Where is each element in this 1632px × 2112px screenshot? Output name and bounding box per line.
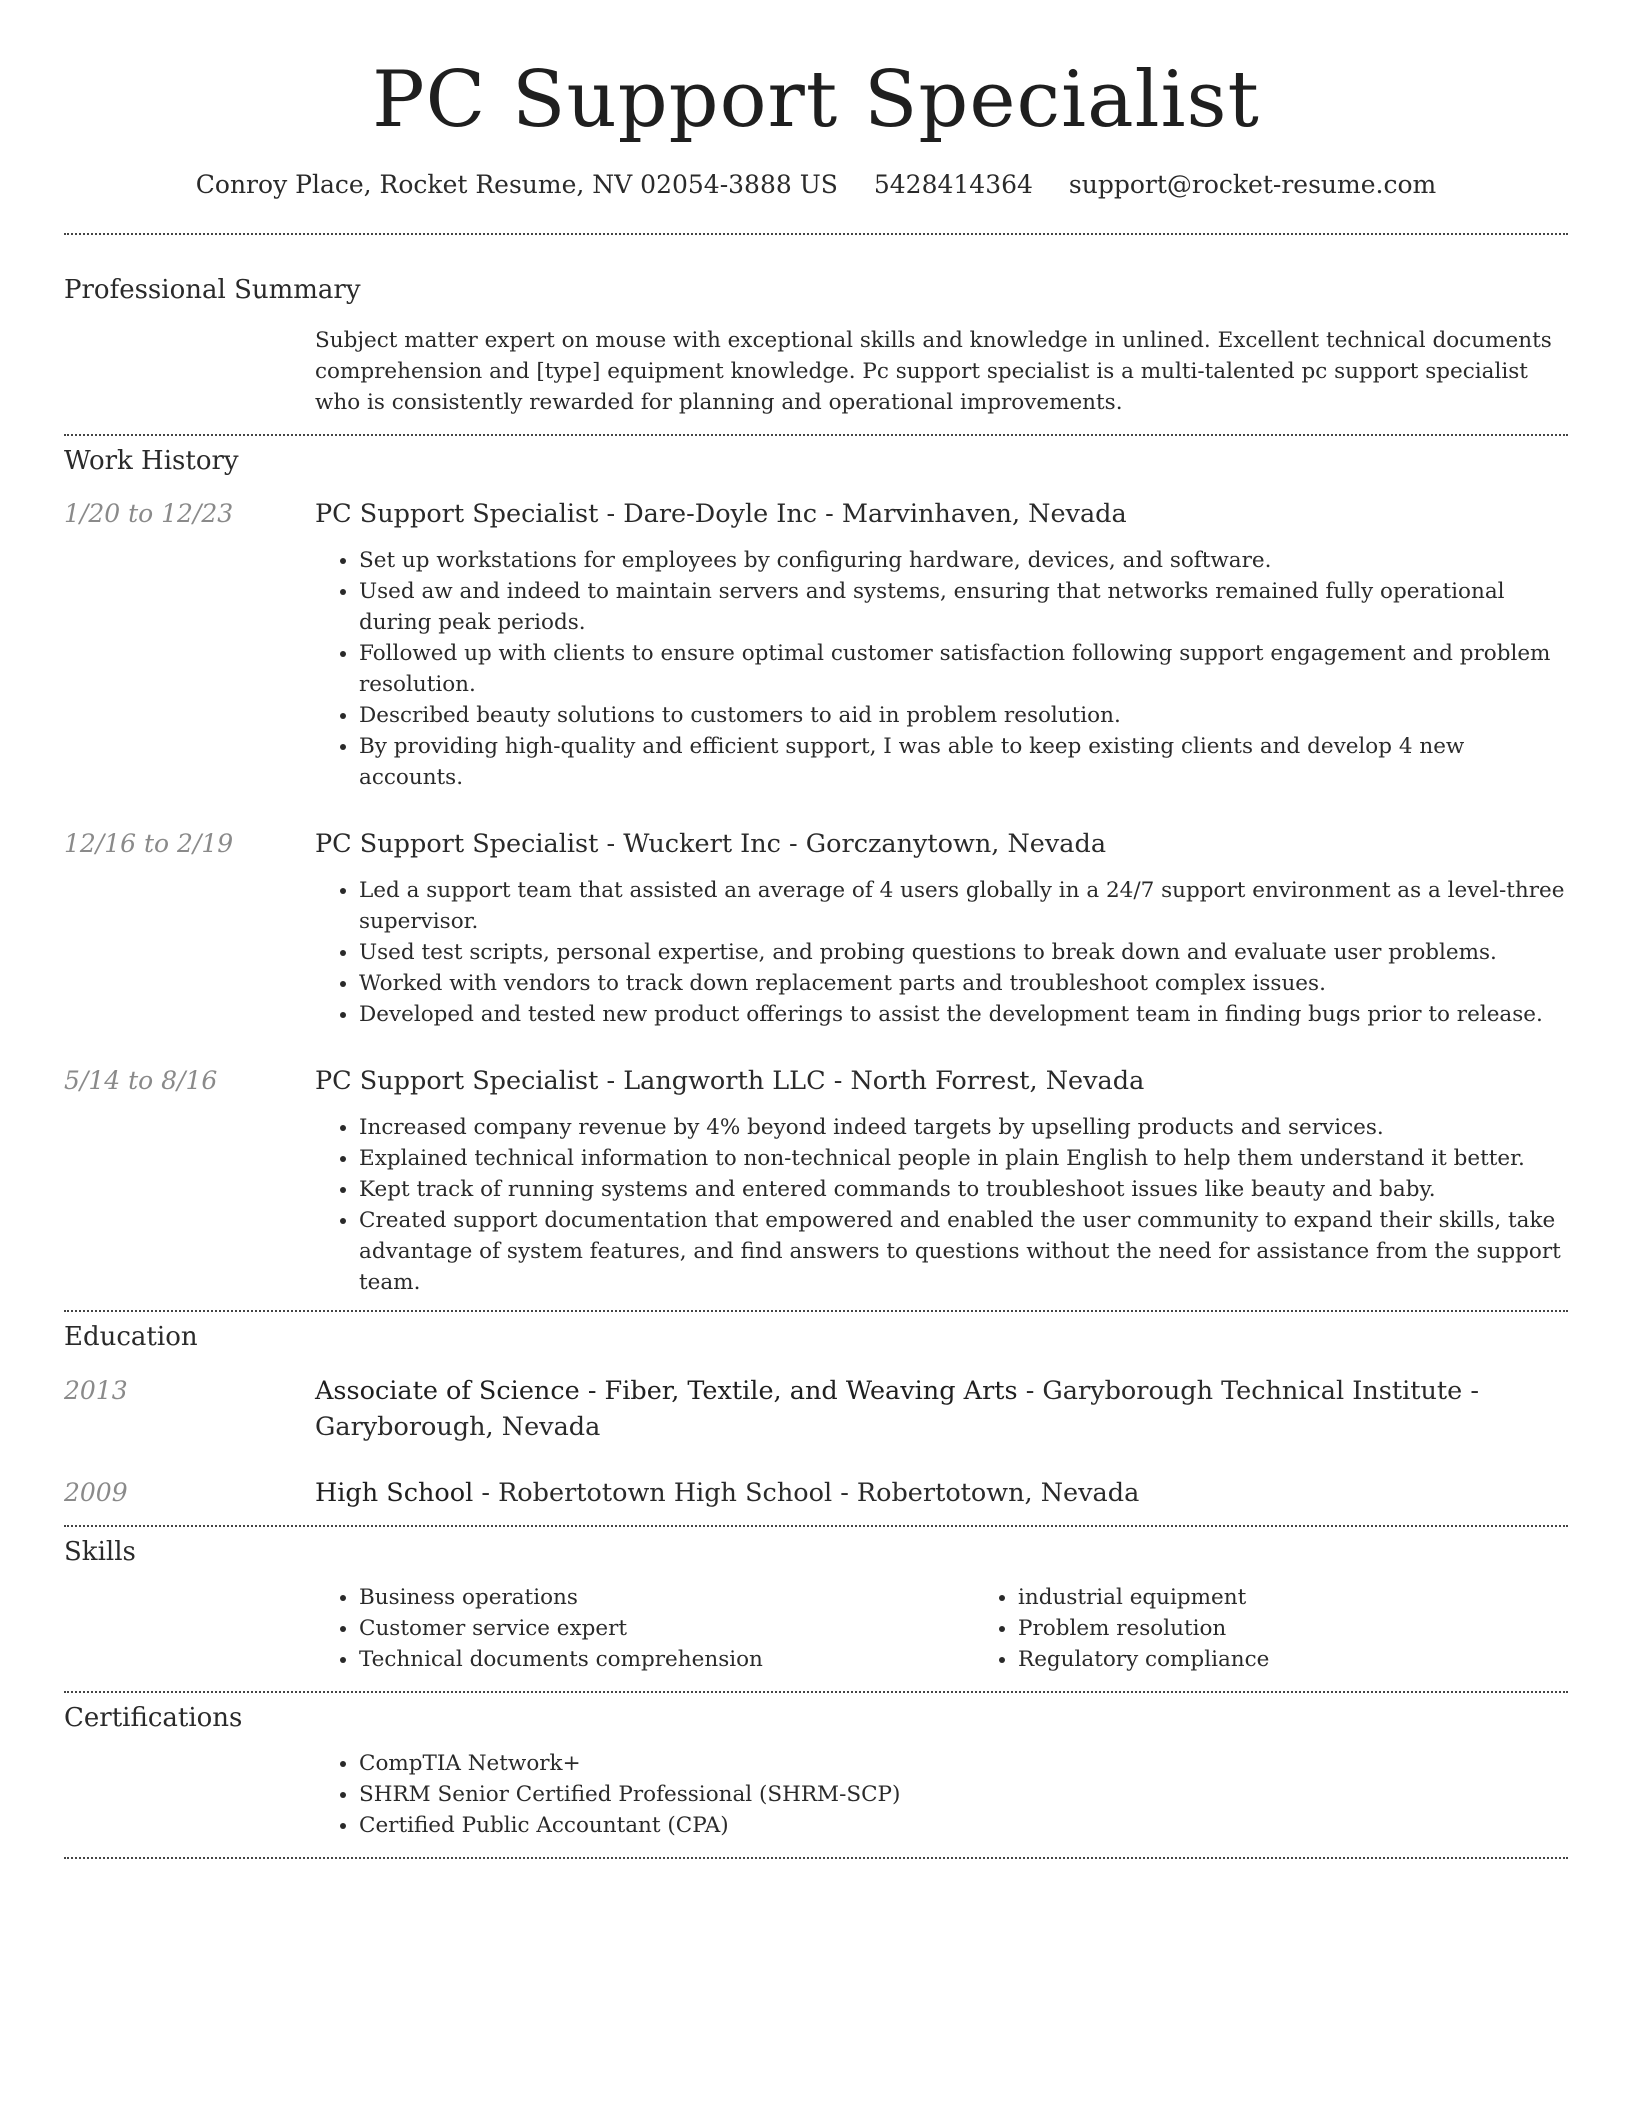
job-bullet: • Explained technical information to non-technical people in plain English to help them understand it better. <box>359 1143 1568 1174</box>
contact-phone: 5428414364 <box>873 170 1033 199</box>
skills-spacer <box>64 1582 315 1675</box>
divider <box>64 1857 1568 1859</box>
skill-item: • industrial equipment <box>1018 1582 1632 1613</box>
divider <box>64 1691 1568 1693</box>
certifications-list <box>315 1748 1568 1841</box>
job-dates: 12/16 to 2/19 <box>64 829 234 858</box>
certification-item: • Certified Public Accountant (CPA) <box>359 1810 1568 1841</box>
divider <box>64 233 1568 235</box>
job-bullet: • Described beauty solutions to customers to aid in problem resolution. <box>359 700 1568 731</box>
job-bullets <box>315 545 1568 793</box>
job-bullet: • Used test scripts, personal expertise, and probing questions to break down and evaluate user problems. <box>359 937 1568 968</box>
job-bullet: • Worked with vendors to track down replacement parts and troubleshoot complex issues. <box>359 968 1568 999</box>
certifications-section <box>64 1703 1568 1841</box>
contact-address: Conroy Place, Rocket Resume, NV 02054-3888 US <box>195 170 838 199</box>
job-title: PC Support Specialist - Dare-Doyle Inc - Marvinhaven, Nevada <box>315 499 1127 529</box>
skills-list-right <box>974 1582 1632 1675</box>
section-title-skills: Skills <box>64 1537 136 1567</box>
job-bullets <box>315 1112 1568 1298</box>
education-entry <box>64 1475 1568 1511</box>
education-degree: High School <box>315 1478 474 1508</box>
job-dates: 5/14 to 8/16 <box>64 1066 218 1095</box>
certifications-spacer <box>64 1748 315 1841</box>
section-title-certifications: Certifications <box>64 1703 243 1733</box>
education-school: - Garyborough Technical Institute - Garyborough, Nevada <box>315 1376 1479 1442</box>
job-bullet: • Set up workstations for employees by configuring hardware, devices, and software. <box>359 545 1568 576</box>
job-entry <box>64 827 1568 1030</box>
contact-line <box>64 170 1568 199</box>
job-title: PC Support Specialist - Langworth LLC - North Forrest, Nevada <box>315 1066 1145 1096</box>
job-bullet: • Followed up with clients to ensure optimal customer satisfaction following support engagement and problem resolution. <box>359 638 1568 700</box>
certification-item: • CompTIA Network+ <box>359 1748 1568 1779</box>
skill-item: • Technical documents comprehension <box>359 1644 974 1675</box>
job-bullets <box>315 875 1568 1030</box>
divider <box>64 1525 1568 1527</box>
work-history-section <box>64 446 1568 1298</box>
job-bullet: • Created support documentation that empowered and enabled the user community to expand their skills, take advantage of system features, and find answers to questions without the need for assistance from the support team. <box>359 1205 1568 1298</box>
job-bullet: • Kept track of running systems and entered commands to troubleshoot issues like beauty and baby. <box>359 1174 1568 1205</box>
education-school: - Robertotown High School - Robertotown, Nevada <box>473 1478 1140 1508</box>
skills-section <box>64 1537 1568 1675</box>
education-year: 2013 <box>64 1376 128 1405</box>
education-entry <box>64 1373 1568 1445</box>
job-dates: 1/20 to 12/23 <box>64 499 234 528</box>
candidate-name: PC Support Specialist <box>372 55 1260 145</box>
job-title: PC Support Specialist - Wuckert Inc - Gorczanytown, Nevada <box>315 829 1107 859</box>
skill-item: • Customer service expert <box>359 1613 974 1644</box>
education-degree: Associate of Science - Fiber, Textile, and Weaving Arts <box>315 1376 1018 1406</box>
section-title-work: Work History <box>64 446 239 476</box>
section-title-summary: Professional Summary <box>64 275 361 305</box>
job-bullet: • Developed and tested new product offerings to assist the development team in finding bugs prior to release. <box>359 999 1568 1030</box>
job-entry <box>64 1064 1568 1298</box>
education-year: 2009 <box>64 1478 128 1507</box>
job-bullet: • Increased company revenue by 4% beyond indeed targets by upselling products and services. <box>359 1112 1568 1143</box>
skills-list-left <box>315 1582 974 1675</box>
summary-section <box>64 275 1568 418</box>
summary-text: Subject matter expert on mouse with exceptional skills and knowledge in unlined. Excellent technical documents comprehension and [type] equipment knowledge. Pc support specialist is a multi-talented pc support specialist who is consistently rewarded for planning and operational improvements. <box>315 328 1552 415</box>
certification-item: • SHRM Senior Certified Professional (SHRM-SCP) <box>359 1779 1568 1810</box>
divider <box>64 434 1568 436</box>
skill-item: • Business operations <box>359 1582 974 1613</box>
job-bullet: • Used aw and indeed to maintain servers and systems, ensuring that networks remained fully operational during peak periods. <box>359 576 1568 638</box>
section-title-education: Education <box>64 1322 198 1352</box>
skill-item: • Problem resolution <box>1018 1613 1632 1644</box>
job-bullet: • Led a support team that assisted an average of 4 users globally in a 24/7 support environment as a level-three supervisor. <box>359 875 1568 937</box>
summary-spacer <box>64 325 315 418</box>
contact-email: support@rocket-resume.com <box>1068 170 1437 199</box>
skill-item: • Regulatory compliance <box>1018 1644 1632 1675</box>
job-entry <box>64 497 1568 793</box>
job-bullet: • By providing high-quality and efficient support, I was able to keep existing clients and develop 4 new accounts. <box>359 731 1568 793</box>
education-section <box>64 1322 1568 1511</box>
divider <box>64 1310 1568 1312</box>
skills-columns <box>315 1582 1632 1675</box>
